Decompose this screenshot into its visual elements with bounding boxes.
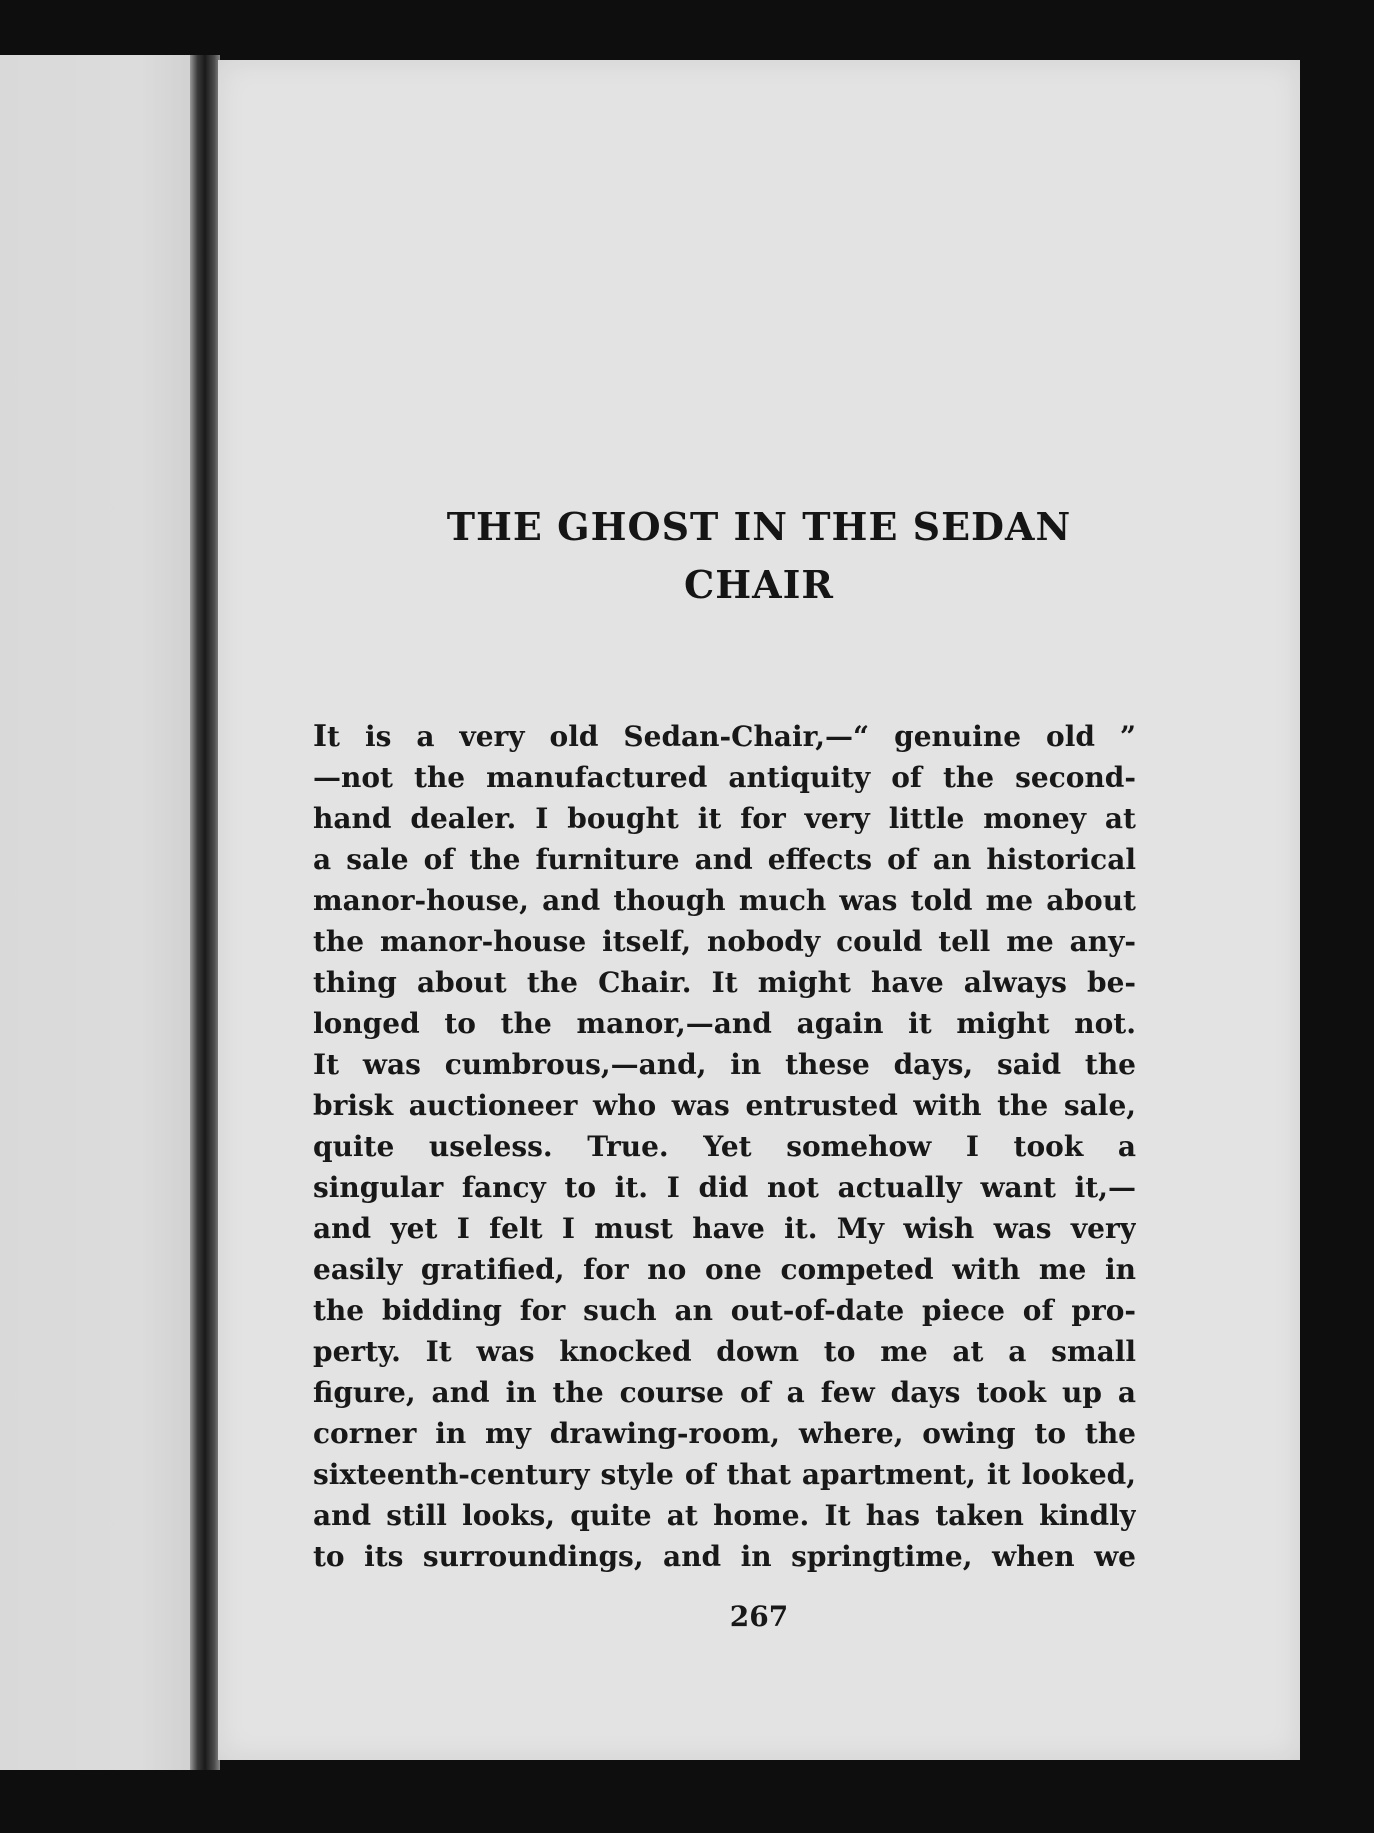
text-line: a sale of the furniture and effects of an historical (313, 843, 1136, 876)
text-line: and yet I felt I must have it. My wish was very (313, 1212, 1136, 1245)
chapter-title-line-2: CHAIR (684, 562, 834, 607)
text-line: the manor-house itself, nobody could tell me any- (313, 925, 1136, 958)
text-line: to its surroundings, and in springtime, when we (313, 1540, 1136, 1573)
chapter-title (218, 498, 1300, 614)
text-line: brisk auctioneer who was entrusted with the sale, (313, 1089, 1136, 1122)
text-line: —not the manufactured antiquity of the second- (313, 761, 1136, 794)
text-line: perty. It was knocked down to me at a small (313, 1335, 1136, 1368)
text-line: figure, and in the course of a few days took up a (313, 1376, 1136, 1409)
book-gutter (190, 55, 220, 1770)
text-line: corner in my drawing-room, where, owing to the (313, 1417, 1136, 1450)
page-number: 267 (729, 1600, 789, 1633)
text-line: the bidding for such an out-of-date piece of pro- (313, 1294, 1136, 1327)
text-line: and still looks, quite at home. It has taken kindly (313, 1499, 1136, 1532)
text-line: longed to the manor,—and again it might not. (313, 1007, 1136, 1040)
body-paragraph (313, 716, 1136, 1577)
text-line: hand dealer. I bought it for very little money at (313, 802, 1136, 835)
text-line: It is a very old Sedan-Chair,—“ genuine old ” (313, 719, 1136, 754)
chapter-title-line-1: THE GHOST IN THE SEDAN (446, 504, 1072, 549)
text-line: manor-house, and though much was told me about (313, 884, 1136, 917)
text-line: thing about the Chair. It might have always be- (313, 966, 1136, 999)
page (218, 60, 1300, 1760)
text-line: singular fancy to it. I did not actually want it,— (313, 1171, 1136, 1204)
text-line: easily gratified, for no one competed with me in (313, 1253, 1136, 1286)
text-line: sixteenth-century style of that apartment, it looked, (313, 1458, 1136, 1491)
text-line: quite useless. True. Yet somehow I took a (313, 1130, 1136, 1163)
text-line: It was cumbrous,—and, in these days, said the (313, 1048, 1136, 1081)
left-page-edge (0, 55, 200, 1770)
